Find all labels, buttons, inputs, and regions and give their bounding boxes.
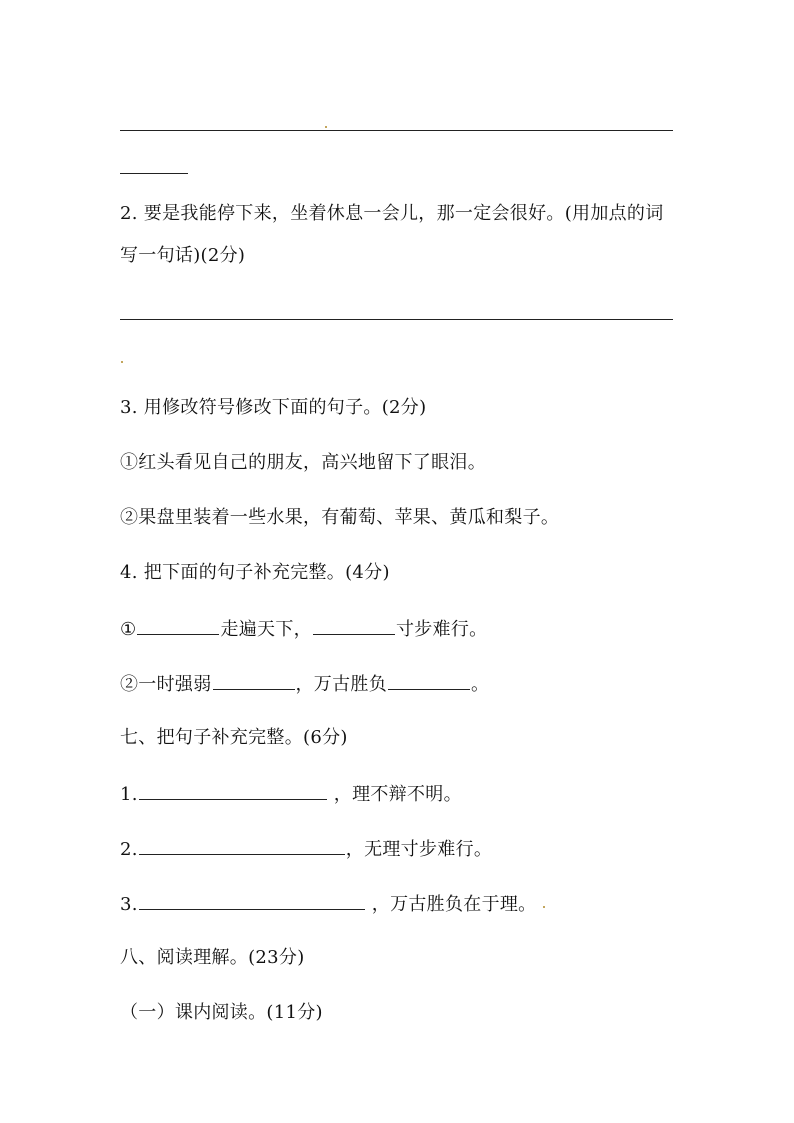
section-7-title: 七、把句子补充完整。(6分) xyxy=(120,727,348,748)
fill-blank[interactable] xyxy=(313,616,395,635)
fill-blank[interactable] xyxy=(139,781,327,800)
question-4-sentence-2 xyxy=(120,671,489,697)
question-2-answer-line xyxy=(120,319,673,320)
item-number: 2. xyxy=(120,839,138,860)
q4-s2-prefix: ②一时强弱 xyxy=(120,674,212,695)
question-3-title: 3. 用修改符号修改下面的句子。(2分) xyxy=(120,397,427,418)
item-ending: ，无理寸步难行。 xyxy=(345,839,493,860)
speck-mark xyxy=(325,126,327,128)
question-2-text-continued: 写一句话)(2分) xyxy=(120,245,246,266)
item-number: 3. xyxy=(120,894,138,915)
fill-blank[interactable] xyxy=(388,671,470,690)
item-ending: ，万古胜负在于理。 xyxy=(371,894,537,915)
section-7-item-1 xyxy=(120,781,462,807)
section-7-item-2 xyxy=(120,836,492,862)
q4-s1-end: 寸步难行。 xyxy=(395,619,488,640)
question-4-sentence-1 xyxy=(120,616,487,642)
item-ending: ，理不辩不明。 xyxy=(333,784,462,805)
question-3-sentence-2: ②果盘里装着一些水果，有葡萄、苹果、黄瓜和梨子。 xyxy=(120,507,560,528)
fill-blank[interactable] xyxy=(213,671,295,690)
question-2-text: 2. 要是我能停下来，坐着休息一会儿，那一定会很好。(用加点的词 xyxy=(120,203,664,224)
q4-s2-end: 。 xyxy=(471,674,490,695)
question-3-sentence-1: ①红头看见自己的朋友，高兴地留下了眼泪。 xyxy=(120,452,486,473)
answer-line-short xyxy=(120,173,188,174)
item-number: 1. xyxy=(120,784,138,805)
q4-s1-prefix: ① xyxy=(120,619,137,640)
question-4-title: 4. 把下面的句子补充完整。(4分) xyxy=(120,562,390,583)
speck-mark xyxy=(543,906,545,908)
speck-mark xyxy=(121,361,123,363)
section-8-subsection-1: （一）课内阅读。(11分) xyxy=(120,1002,323,1023)
fill-blank[interactable] xyxy=(139,836,345,855)
q4-s2-mid: ，万古胜负 xyxy=(295,674,387,695)
fill-blank[interactable] xyxy=(139,891,365,910)
section-7-item-3 xyxy=(120,891,536,917)
answer-line xyxy=(120,130,673,131)
section-8-title: 八、阅读理解。(23分) xyxy=(120,947,305,968)
q4-s1-mid: 走遍天下， xyxy=(220,619,312,640)
fill-blank[interactable] xyxy=(137,616,219,635)
